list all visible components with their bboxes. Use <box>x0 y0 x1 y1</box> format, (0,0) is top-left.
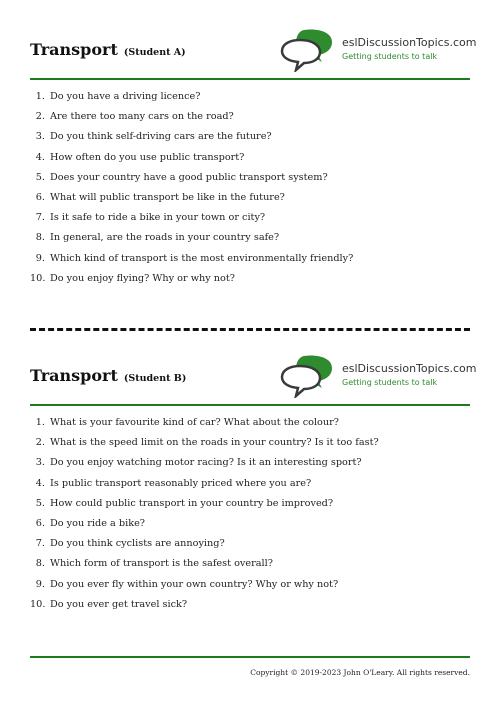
question-item <box>30 436 470 456</box>
section-header <box>30 354 477 404</box>
title-text: Transport <box>30 366 118 385</box>
question-text: Do you think cyclists are annoying? <box>50 538 225 550</box>
question-text: What will public transport be like in the future? <box>50 191 285 203</box>
question-item <box>30 231 470 251</box>
question-text: What is your favourite kind of car? What about the colour? <box>50 417 339 428</box>
page-title <box>30 40 186 59</box>
question-text: Do you ever get travel sick? <box>50 598 188 610</box>
question-item <box>30 171 470 191</box>
speech-bubbles-icon <box>280 28 342 72</box>
question-text: Which form of transport is the safest overall? <box>50 558 273 570</box>
question-item <box>30 252 470 272</box>
question-number: 3. <box>35 457 45 469</box>
question-item <box>30 557 470 577</box>
question-item <box>30 537 470 557</box>
question-item <box>30 416 470 436</box>
question-text: Is it safe to ride a bike in your town or city? <box>50 212 266 224</box>
copyright-text: Copyright © 2019-2023 John O'Leary. All rights reserved. <box>250 668 470 677</box>
section-student-a <box>30 28 477 284</box>
question-text: Are there too many cars on the road? <box>50 111 234 123</box>
site-logo <box>270 28 477 74</box>
question-list <box>30 416 470 618</box>
question-text: What is the speed limit on the roads in your country? Is it too fast? <box>50 437 379 449</box>
student-label: (Student A) <box>123 47 186 58</box>
question-number: 4. <box>35 477 45 489</box>
footer-divider <box>30 656 470 658</box>
page-title <box>30 366 186 385</box>
question-item <box>30 272 470 292</box>
question-text: Is public transport reasonably priced where you are? <box>50 477 312 489</box>
section-header <box>30 28 477 78</box>
question-item <box>30 151 470 171</box>
question-text: Do you think self-driving cars are the future? <box>50 131 272 143</box>
question-number: 1. <box>35 417 45 428</box>
logo-tagline: Getting students to talk <box>342 52 438 61</box>
question-number: 1. <box>35 91 45 102</box>
question-text: Do you have a driving licence? <box>50 91 201 102</box>
question-number: 2. <box>35 437 45 449</box>
question-item <box>30 130 470 150</box>
question-item <box>30 517 470 537</box>
question-number: 5. <box>35 171 45 183</box>
question-number: 9. <box>35 578 45 590</box>
question-item <box>30 191 470 211</box>
question-text: Which kind of transport is the most environmentally friendly? <box>50 252 354 264</box>
question-text: Do you enjoy watching motor racing? Is it an interesting sport? <box>50 457 362 469</box>
question-number: 6. <box>35 191 45 203</box>
question-text: How often do you use public transport? <box>50 151 245 163</box>
question-number: 5. <box>35 497 45 509</box>
question-item <box>30 497 470 517</box>
question-number: 9. <box>35 252 45 264</box>
question-number: 8. <box>35 558 45 570</box>
question-number: 4. <box>35 151 45 163</box>
question-text: Does your country have a good public transport system? <box>50 171 328 183</box>
speech-bubbles-icon <box>280 354 342 398</box>
question-number: 3. <box>35 131 45 143</box>
question-text: How could public transport in your country be improved? <box>50 497 334 509</box>
cut-line <box>30 328 470 331</box>
question-list <box>30 90 470 292</box>
question-item <box>30 110 470 130</box>
question-number: 7. <box>35 212 45 224</box>
question-item <box>30 456 470 476</box>
question-text: Do you ever fly within your own country? Why or why not? <box>50 578 339 590</box>
site-logo <box>270 354 477 400</box>
question-text: Do you enjoy flying? Why or why not? <box>50 272 235 284</box>
question-item <box>30 90 470 110</box>
question-number: 8. <box>35 232 45 244</box>
question-item <box>30 598 470 618</box>
header-divider <box>30 78 470 80</box>
logo-tagline: Getting students to talk <box>342 378 438 387</box>
section-student-b <box>30 354 477 610</box>
student-label: (Student B) <box>123 373 187 384</box>
question-number: 10. <box>30 598 46 610</box>
title-text: Transport <box>30 40 118 59</box>
question-item <box>30 477 470 497</box>
question-number: 7. <box>35 538 45 550</box>
header-divider <box>30 404 470 406</box>
logo-name: eslDiscussionTopics.com <box>342 362 477 375</box>
question-item <box>30 578 470 598</box>
question-text: In general, are the roads in your country safe? <box>50 232 280 244</box>
question-item <box>30 211 470 231</box>
logo-name: eslDiscussionTopics.com <box>342 36 477 49</box>
question-number: 2. <box>35 111 45 123</box>
question-number: 6. <box>35 517 45 529</box>
question-number: 10. <box>30 272 46 284</box>
question-text: Do you ride a bike? <box>50 517 145 529</box>
